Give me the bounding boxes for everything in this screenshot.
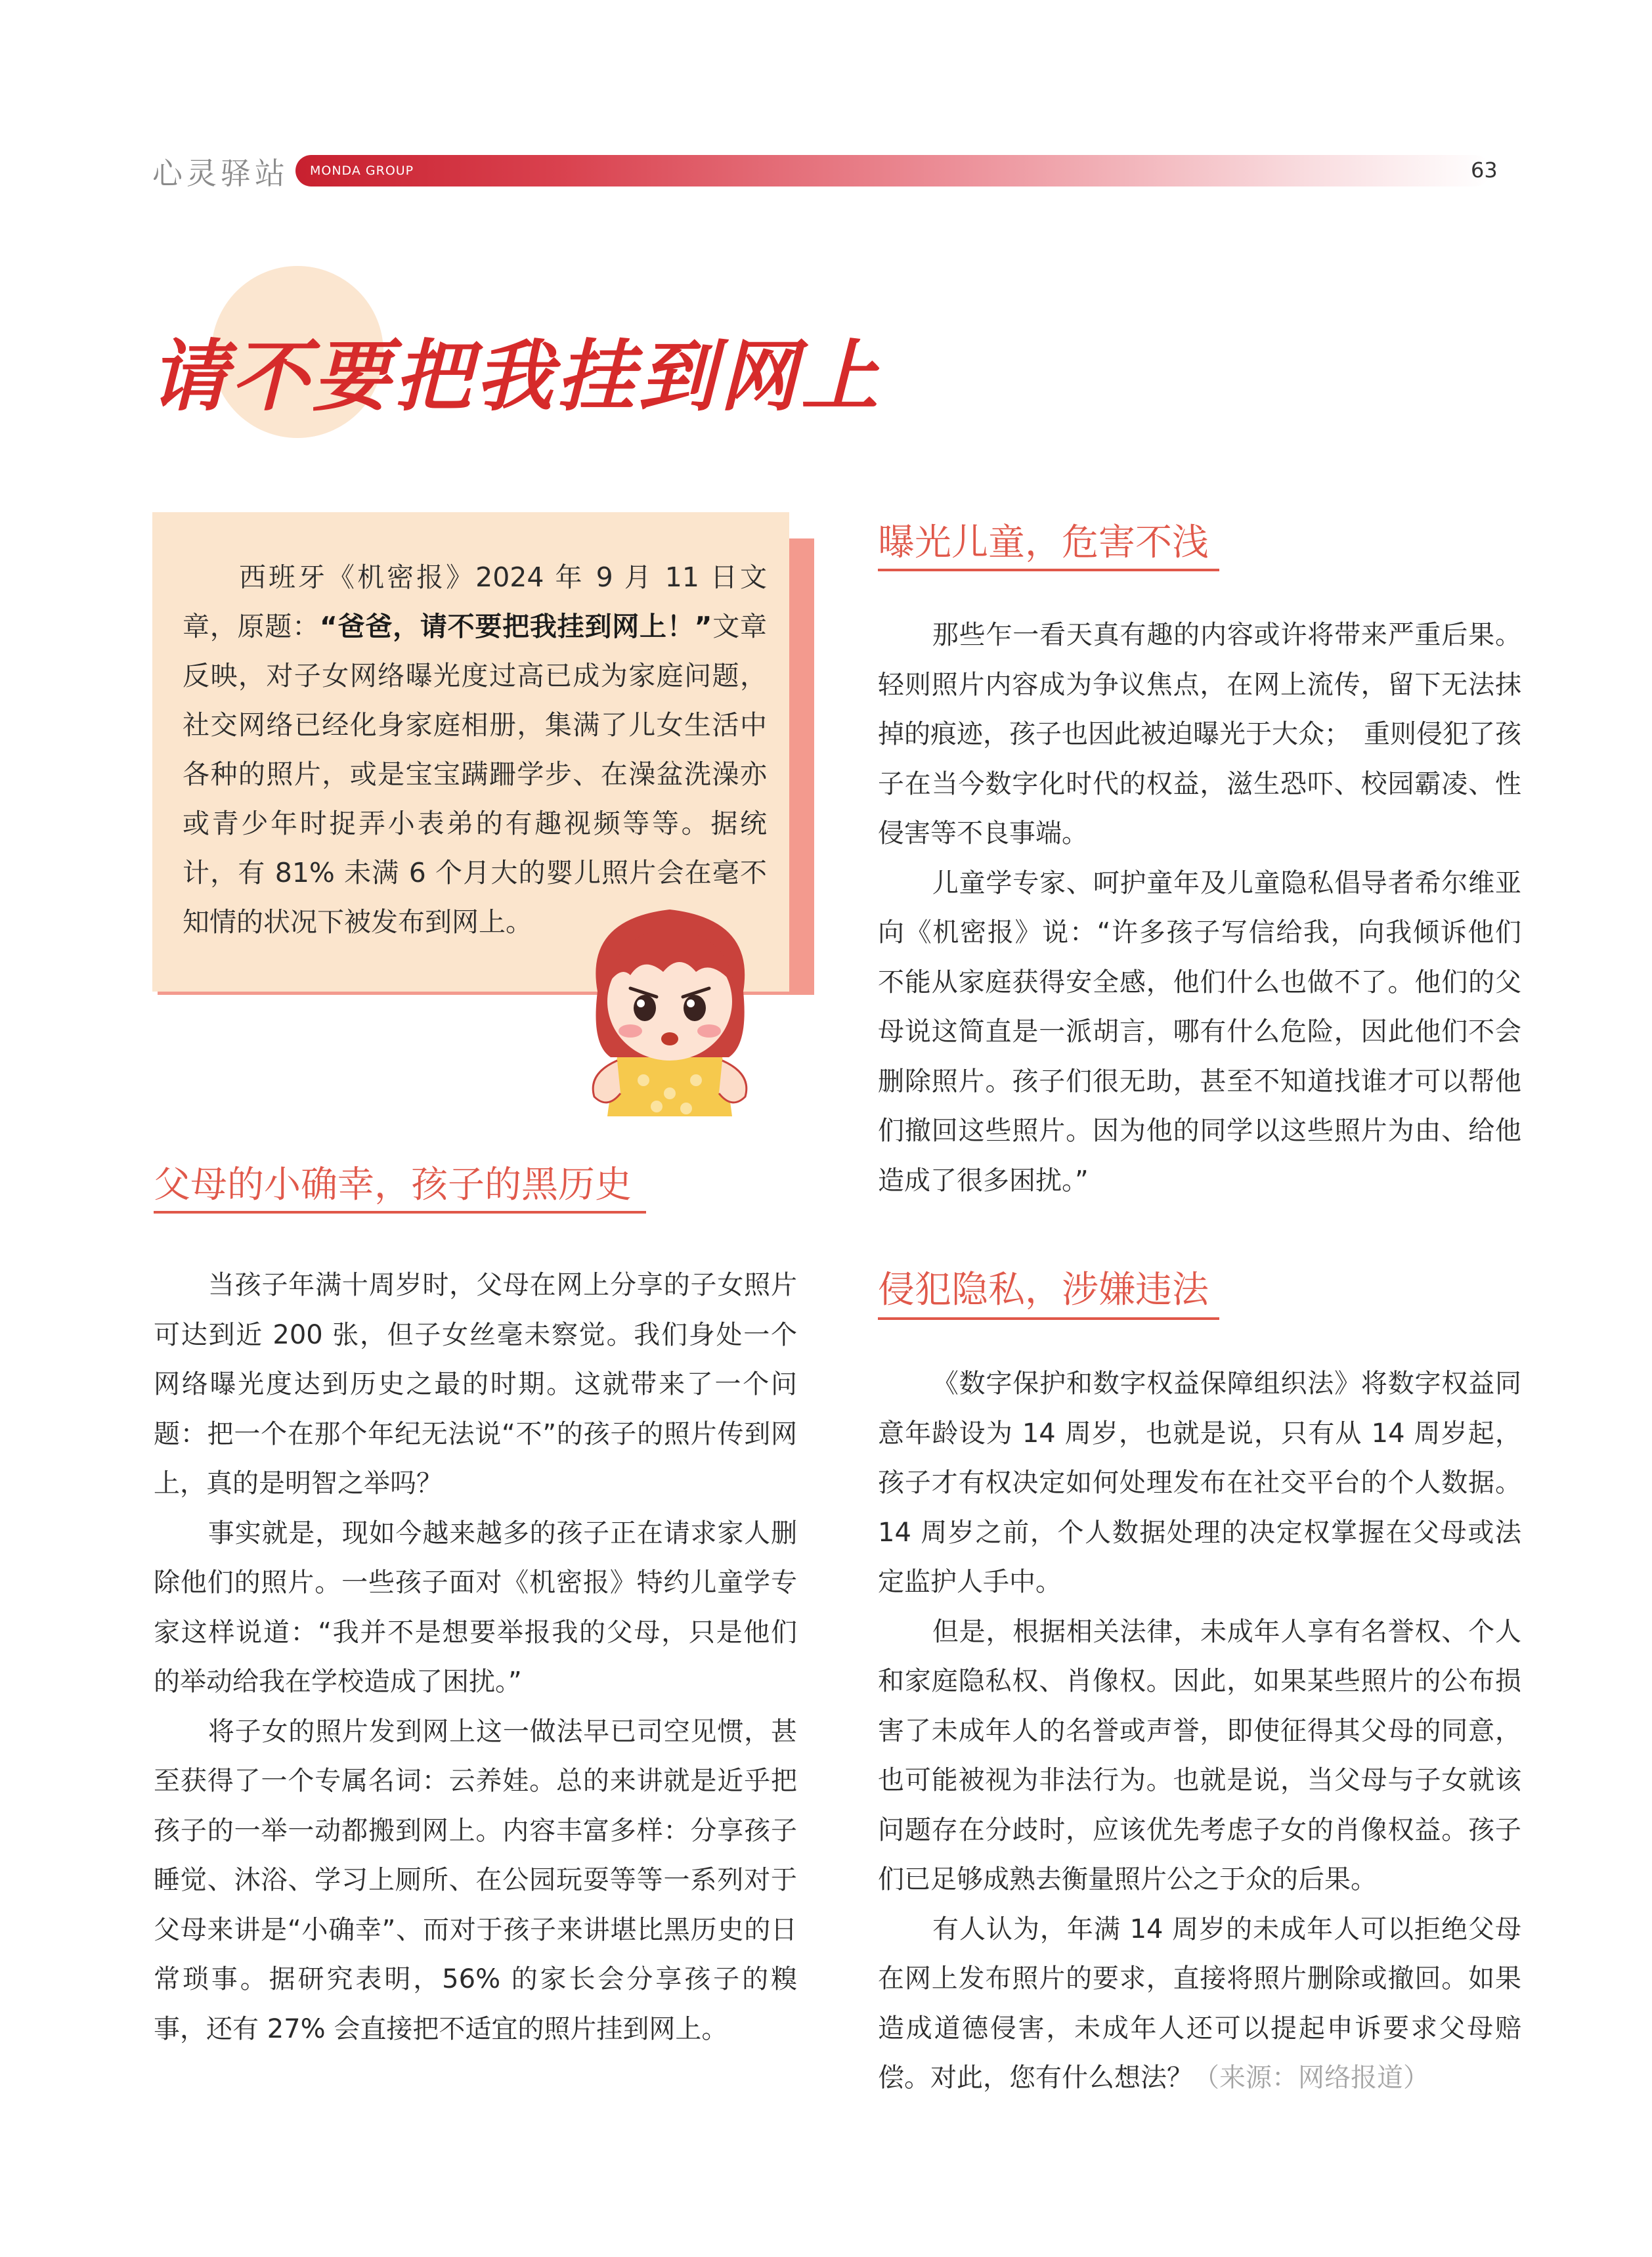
paragraph: 儿童学专家、呵护童年及儿童隐私倡导者希尔维亚向《机密报》说：“许多孩子写信给我，向我倾诉他们不能从家庭获得安全感，他们什么也做不了。他们的父母说这简直是一派胡言，哪有什么危险，因此他们不会删除照片。孩子们很无助，甚至不知道找谁才可以帮他们撤回这些照片。因为他的同学以这些照片为由、给他造成了很多困扰。” — [878, 867, 1521, 1196]
paragraph: 《数字保护和数字权益保障组织法》将数字权益同意年龄设为 14 周岁，也就是说，只有从 14 周岁起，孩子才有权决定如何处理发布在社交平台的个人数据。14 周岁之前，个人数据处理的决定权掌握在父母或法定监护人手中。 — [878, 1369, 1521, 1597]
paragraph: 当孩子年满十周岁时，父母在网上分享的子女照片可达到近 200 张，但子女丝毫未察觉。我们身处一个网络曝光度达到历史之最的时期。这就带来了一个问题：把一个在那个年纪无法说“不”的孩子的照片传到网上，真的是明智之举吗？ — [154, 1270, 797, 1499]
paragraph: 但是，根据相关法律，未成年人享有名誉权、个人和家庭隐私权、肖像权。因此，如果某些照片的公布损害了未成年人的名誉或声誉，即使征得其父母的同意，也可能被视为非法行为。也就是说，当父母与子女就该问题存在分歧时，应该优先考虑子女的肖像权益。孩子们已足够成熟去衡量照片公之于众的后果。 — [878, 1616, 1521, 1895]
section-underline-2 — [878, 569, 1219, 571]
source-note: （来源：网络报道） — [1193, 2063, 1429, 2093]
page-number: 63 — [1471, 158, 1498, 183]
section-underline-3 — [878, 1317, 1219, 1320]
paragraph: 将子女的照片发到网上这一做法早已司空见惯，甚至获得了一个专属名词：云养娃。总的来讲就是近乎把孩子的一举一动都搬到网上。内容丰富多样：分享孩子睡觉、沐浴、学习上厕所、在公园玩耍等等一系列对于父母来讲是“小确幸”、而对于孩子来讲堪比黑历史的日常琐事。据研究表明，56% 的家长会分享孩子的糗事，还有 27% 会直接把不适宜的照片挂到网上。 — [154, 1716, 797, 2044]
section-heading-3: 侵犯隐私，涉嫌违法 — [878, 1269, 1209, 1311]
section1-body — [154, 1261, 797, 2054]
section-heading-2: 曝光儿童，危害不浅 — [878, 521, 1209, 564]
intro-text — [183, 553, 767, 947]
cartoon-girl-illustration — [571, 893, 768, 1116]
paragraph: 有人认为，年满 14 周岁的未成年人可以拒绝父母在网上发布照片的要求，直接将照片删除或撤回。如果造成道德侵害，未成年人还可以提起申诉要求父母赔偿。对此，您有什么想法？（来源：网络报道） — [878, 1914, 1521, 2093]
intro-text-before: 西班牙《机密报》2024 年 9 月 11 日文章，原题： — [183, 561, 767, 642]
article-title: 请不要把我挂到网上 — [150, 331, 883, 422]
intro-text-after: 文章反映，对子女网络曝光度过高已成为家庭问题，社交网络已经化身家庭相册，集满了儿女生活中各种的照片，或是宝宝蹒跚学步、在澡盆洗澡亦或青少年时捉弄小表弟的有趣视频等等。据统计，有 81% 未满 6 个月大的婴儿照片会在毫不知情的状况下被发布到网上。 — [183, 611, 768, 938]
section3-body — [878, 1359, 1521, 2103]
header-brand: MONDA GROUP — [310, 164, 414, 178]
section-heading-1: 父母的小确幸，孩子的黑历史 — [154, 1164, 632, 1206]
header-section-name: 心灵驿站 — [152, 156, 289, 191]
intro-bold-quote: “爸爸，请不要把我挂到网上！” — [319, 611, 712, 642]
header-bar — [295, 155, 1490, 186]
paragraph: 事实就是，现如今越来越多的孩子正在请求家人删除他们的照片。一些孩子面对《机密报》特约儿童学专家这样说道：“我并不是想要举报我的父母，只是他们的举动给我在学校造成了困扰。” — [154, 1518, 797, 1697]
paragraph: 那些乍一看天真有趣的内容或许将带来严重后果。轻则照片内容成为争议焦点，在网上流传，留下无法抹掉的痕迹，孩子也因此被迫曝光于大众； 重则侵犯了孩子在当今数字化时代的权益，滋生恐吓、校园霸凌、性侵害等不良事端。 — [878, 620, 1521, 848]
section-underline-1 — [154, 1211, 646, 1214]
section2-body — [878, 611, 1521, 1206]
